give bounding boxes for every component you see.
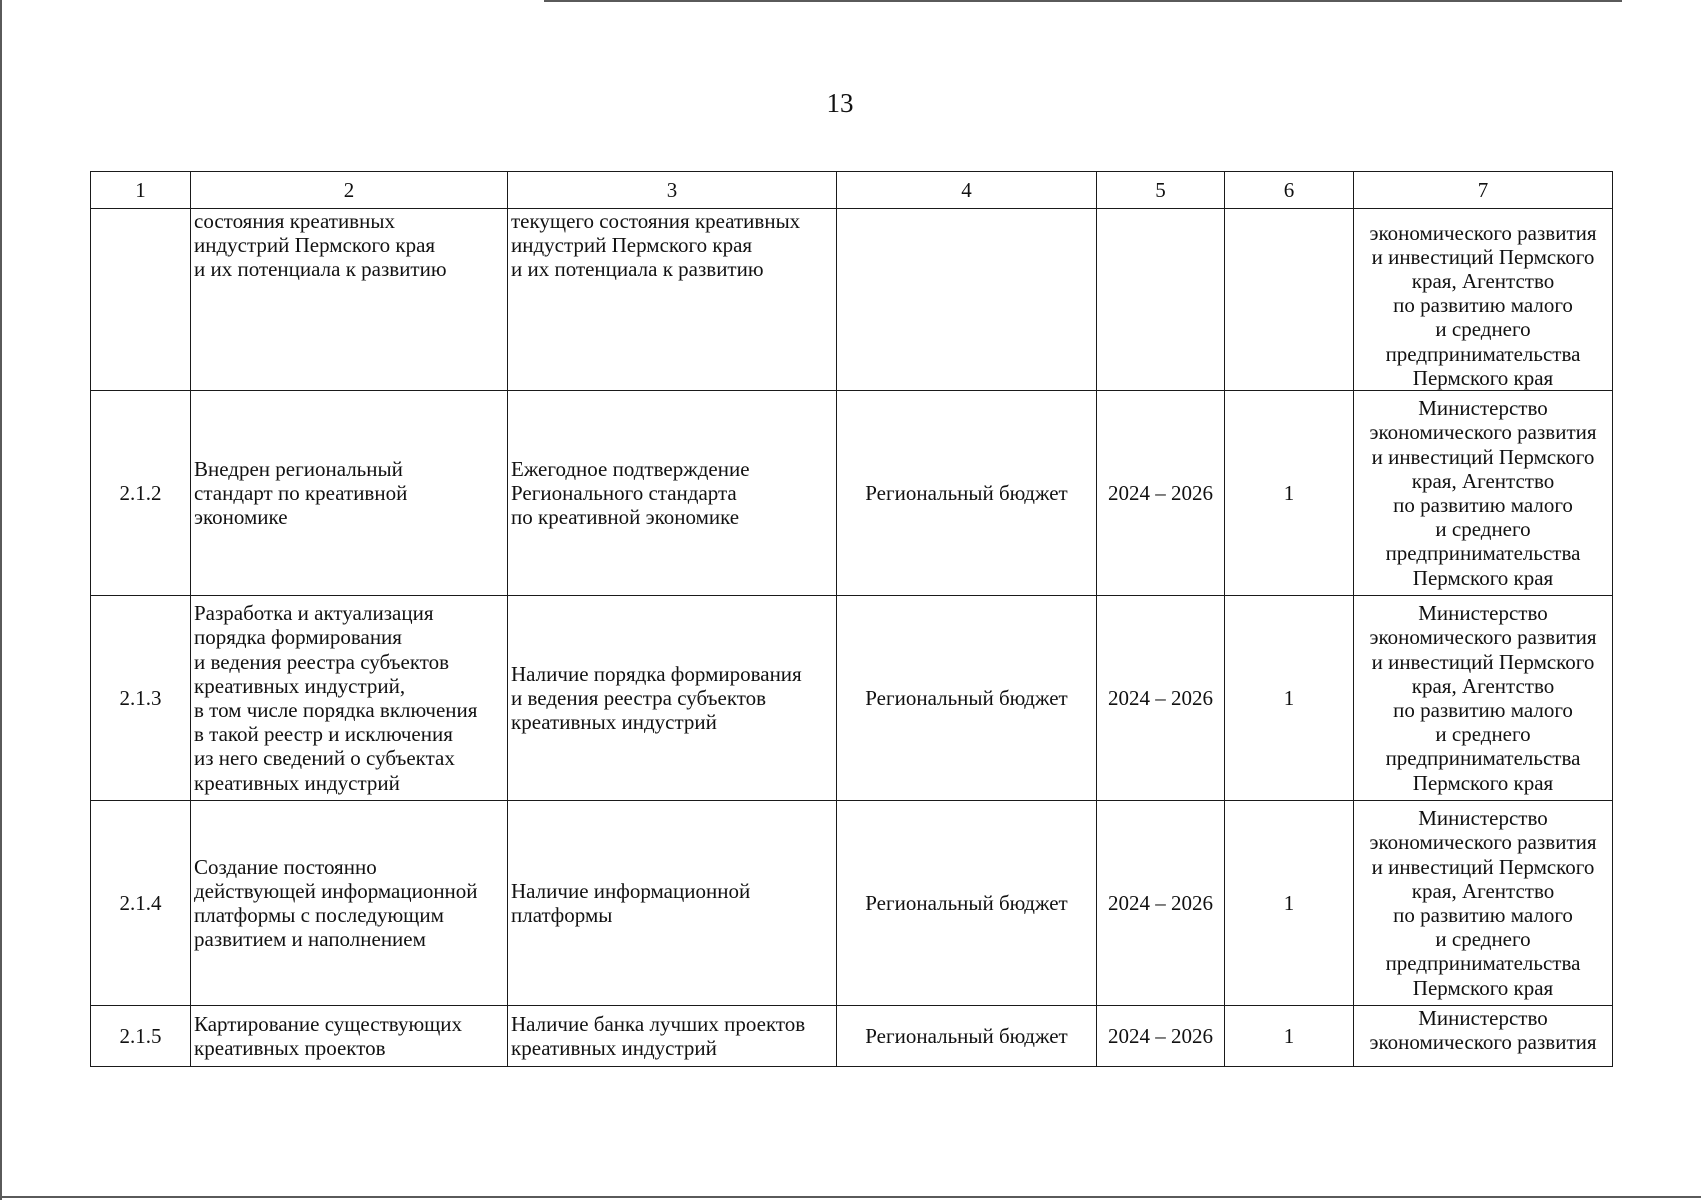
value-cell: 1: [1225, 596, 1354, 801]
column-header: 3: [508, 172, 837, 209]
responsible-cell: Министерство экономического развития и инвестиций Пермского края, Агентство по развитию малого и среднего предпринимательства Пермского края: [1354, 391, 1613, 596]
funding-source-cell: [837, 209, 1097, 391]
value-cell: [1225, 209, 1354, 391]
period-cell: 2024 – 2026: [1097, 391, 1225, 596]
event-cell: Картирование существующих креативных проектов: [191, 1006, 508, 1067]
column-header: 1: [91, 172, 191, 209]
event-cell: Разработка и актуализация порядка формирования и ведения реестра субъектов креативных индустрий, в том числе порядка включения в такой реестр и исключения из него сведений о субъектах креативных индустрий: [191, 596, 508, 801]
result-cell: Наличие банка лучших проектов креативных индустрий: [508, 1006, 837, 1067]
column-header: 5: [1097, 172, 1225, 209]
row-number-cell: [91, 209, 191, 391]
column-header: 7: [1354, 172, 1613, 209]
event-cell: Внедрен региональный стандарт по креативной экономике: [191, 391, 508, 596]
funding-source-cell: Региональный бюджет: [837, 1006, 1097, 1067]
period-cell: 2024 – 2026: [1097, 801, 1225, 1006]
result-cell: Наличие порядка формирования и ведения реестра субъектов креативных индустрий: [508, 596, 837, 801]
column-header: 2: [191, 172, 508, 209]
row-number-cell: 2.1.3: [91, 596, 191, 801]
scan-edge-top: [544, 0, 1622, 2]
event-cell: состояния креативных индустрий Пермского края и их потенциала к развитию: [191, 209, 508, 391]
row-number-cell: 2.1.4: [91, 801, 191, 1006]
table-row: [91, 801, 1613, 1006]
table-row: [91, 1006, 1613, 1067]
funding-source-cell: Региональный бюджет: [837, 596, 1097, 801]
activity-plan-table: [90, 171, 1613, 1067]
scan-edge-left: [0, 0, 2, 1200]
period-cell: [1097, 209, 1225, 391]
event-cell: Создание постоянно действующей информационной платформы с последующим развитием и наполнением: [191, 801, 508, 1006]
responsible-cell: Министерство экономического развития и инвестиций Пермского края, Агентство по развитию малого и среднего предпринимательства Пермского края: [1354, 801, 1613, 1006]
result-cell: текущего состояния креативных индустрий Пермского края и их потенциала к развитию: [508, 209, 837, 391]
funding-source-cell: Региональный бюджет: [837, 801, 1097, 1006]
funding-source-cell: Региональный бюджет: [837, 391, 1097, 596]
result-cell: Ежегодное подтверждение Регионального стандарта по креативной экономике: [508, 391, 837, 596]
row-number-cell: 2.1.5: [91, 1006, 191, 1067]
column-header: 6: [1225, 172, 1354, 209]
value-cell: 1: [1225, 391, 1354, 596]
result-cell: Наличие информационной платформы: [508, 801, 837, 1006]
page-number: 13: [826, 88, 854, 118]
row-number-cell: 2.1.2: [91, 391, 191, 596]
value-cell: 1: [1225, 1006, 1354, 1067]
scan-edge-bottom: [0, 1196, 1701, 1198]
responsible-cell: экономического развития и инвестиций Пермского края, Агентство по развитию малого и среднего предпринимательства Пермского края: [1354, 209, 1613, 391]
table-row: [91, 596, 1613, 801]
column-number-row: [91, 172, 1613, 209]
period-cell: 2024 – 2026: [1097, 596, 1225, 801]
table-row-continuation: [91, 209, 1613, 391]
responsible-cell: Министерство экономического развития и инвестиций Пермского края, Агентство по развитию малого и среднего предпринимательства Пермского края: [1354, 596, 1613, 801]
value-cell: 1: [1225, 801, 1354, 1006]
responsible-cell: Министерство экономического развития: [1354, 1006, 1613, 1067]
period-cell: 2024 – 2026: [1097, 1006, 1225, 1067]
column-header: 4: [837, 172, 1097, 209]
table-row: [91, 391, 1613, 596]
